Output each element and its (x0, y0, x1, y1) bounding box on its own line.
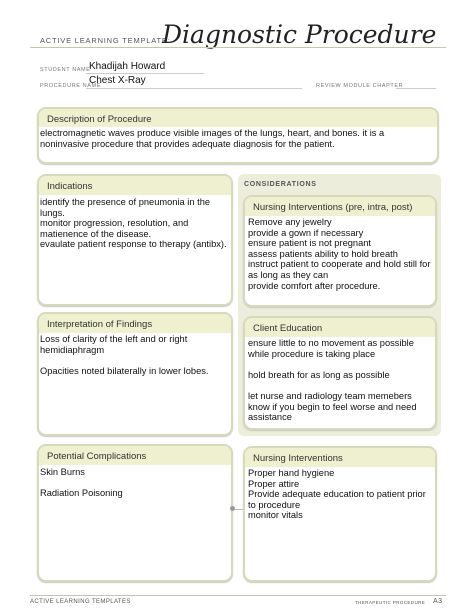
nursing-interventions-text[interactable]: Proper hand hygiene Proper attire Provide adequate education to patient prior to procedure monitor vitals (248, 468, 426, 521)
nursing-pre-title: Nursing Interventions (pre, intra, post) (245, 197, 435, 216)
nursing-pre-text[interactable]: Remove any jewelry provide a gown if necessary ensure patient is not pregnant assess patients ability to hold breath instruct patient to cooperate and hold still for as long as they can provide comfort after procedure. (248, 217, 431, 291)
student-name-underline (86, 73, 204, 74)
student-name-value[interactable]: Khadijah Howard (89, 61, 166, 72)
student-name-label: STUDENT NAME (40, 67, 91, 73)
footer-page: A3 (433, 598, 443, 605)
template-label: ACTIVE LEARNING TEMPLATE: (40, 36, 171, 45)
interpretation-title: Interpretation of Findings (39, 314, 231, 333)
complications-title: Potential Complications (39, 446, 231, 465)
client-education-text[interactable]: ensure little to no movement as possible while procedure is taking place hold breath for as long as possible let nurse and radiology team memebers know if you begin to feel worse and need assistance (248, 338, 417, 423)
procedure-name-underline (86, 88, 302, 89)
description-title: Description of Procedure (39, 109, 437, 127)
page-title: Diagnostic Procedure (162, 20, 437, 49)
review-module-underline (396, 88, 436, 89)
header-rule (30, 47, 446, 48)
description-text[interactable]: electromagnetic waves produce visible images of the lungs, heart, and bones. it is a noninvasive procedure that provides adequate diagnosis for the patient. (40, 128, 385, 149)
procedure-name-value[interactable]: Chest X-Ray (89, 75, 146, 86)
review-module-label: REVIEW MODULE CHAPTER (316, 83, 404, 89)
interpretation-text[interactable]: Loss of clarity of the left and or right hemidiaphragm Opacities noted bilaterally in lower lobes. (40, 334, 209, 376)
procedure-name-label: PROCEDURE NAME (40, 83, 101, 89)
client-education-title: Client Education (245, 318, 435, 337)
indications-text[interactable]: identify the presence of pneumonia in the lungs. monitor progression, resolution, and matienence of the disease. evaulate patient response to therapy (antibx). (40, 197, 227, 250)
indications-title: Indications (39, 176, 231, 195)
complications-text[interactable]: Skin Burns Radiation Poisoning (40, 467, 123, 499)
footer-right: THERAPEUTIC PROCEDURE (355, 600, 426, 605)
footer-left: ACTIVE LEARNING TEMPLATES (30, 599, 131, 605)
considerations-label: CONSIDERATIONS (244, 181, 317, 188)
nursing-interventions-title: Nursing Interventions (245, 448, 435, 467)
footer-rule (30, 595, 446, 596)
connector-dot (230, 506, 235, 511)
